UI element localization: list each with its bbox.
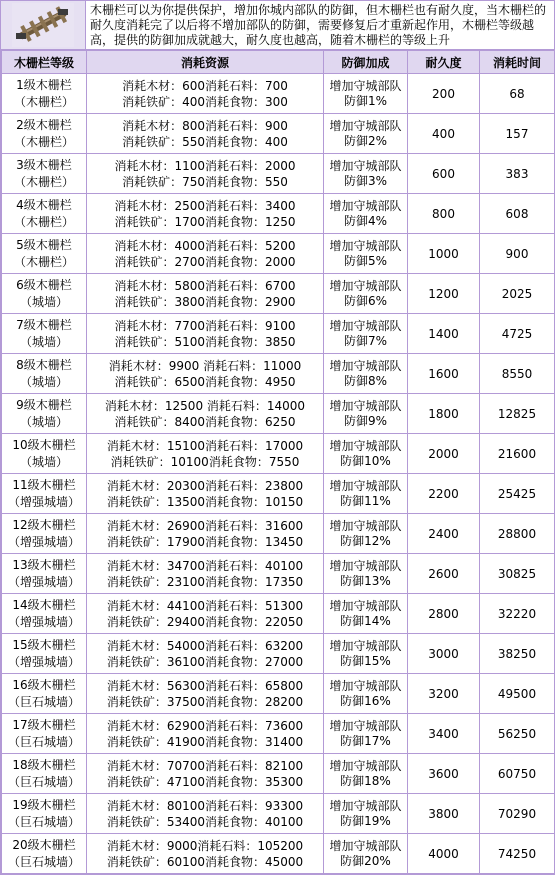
defense-bonus-cell: [324, 354, 408, 394]
level-name: 20级木栅栏: [12, 837, 76, 852]
defense-bonus-value: 防御14%: [340, 613, 391, 628]
defense-bonus-value: 防御9%: [343, 413, 388, 428]
resource-line-wood-stone: 消耗木材：9900 消耗石料：11000: [108, 358, 302, 373]
resource-line-iron-food: 消耗铁矿：10100消耗食物：7550: [110, 454, 300, 469]
resource-line-wood-stone: 消耗木材：600消耗石料：700: [122, 78, 288, 93]
table-row: [2, 634, 555, 674]
resource-cell: [87, 554, 324, 594]
resource-line-wood-stone: 消耗木材：44100消耗石料：51300: [106, 598, 304, 613]
resource-line-wood-stone: 消耗木材：15100消耗石料：17000: [106, 438, 304, 453]
resource-cell: [87, 834, 324, 874]
durability-cell: 1800: [408, 394, 480, 434]
level-type: （木栅栏）: [13, 174, 74, 189]
defense-bonus-label: 增加守城部队: [329, 478, 402, 493]
level-name: 15级木栅栏: [12, 637, 76, 652]
resource-line-wood-stone: 消耗木材：9000消耗石料：105200: [106, 838, 304, 853]
durability-cell: 400: [408, 114, 480, 154]
table-row: [2, 354, 555, 394]
defense-bonus-label: 增加守城部队: [329, 638, 402, 653]
defense-bonus-value: 防御4%: [343, 213, 388, 228]
table-row: [2, 434, 555, 474]
durability-cell: 4000: [408, 834, 480, 874]
defense-bonus-value: 防御1%: [343, 93, 388, 108]
build-time-cell: 608: [480, 194, 555, 234]
resource-line-wood-stone: 消耗木材：62900消耗石料：73600: [106, 718, 304, 733]
resource-line-iron-food: 消耗铁矿：29400消耗食物：22050: [106, 614, 304, 629]
defense-bonus-label: 增加守城部队: [329, 398, 402, 413]
resource-line-wood-stone: 消耗木材：4000消耗石料：5200: [114, 238, 296, 253]
defense-bonus-value: 防御17%: [340, 733, 391, 748]
defense-bonus-value: 防御6%: [343, 293, 388, 308]
level-cell: [2, 754, 87, 794]
resource-cell: [87, 314, 324, 354]
defense-bonus-label: 增加守城部队: [329, 118, 402, 133]
level-name: 14级木栅栏: [12, 597, 76, 612]
resource-line-iron-food: 消耗铁矿：1700消耗食物：1250: [114, 214, 296, 229]
level-name: 10级木栅栏: [12, 437, 76, 452]
durability-cell: 3600: [408, 754, 480, 794]
defense-bonus-value: 防御11%: [340, 493, 391, 508]
level-type: （木栅栏）: [13, 214, 74, 229]
level-type: （木栅栏）: [13, 94, 74, 109]
table-row: [2, 514, 555, 554]
resource-cell: [87, 474, 324, 514]
resource-cell: [87, 114, 324, 154]
defense-bonus-label: 增加守城部队: [329, 358, 402, 373]
level-type: （增强城墙）: [7, 494, 80, 509]
level-name: 18级木栅栏: [12, 757, 76, 772]
column-header-durability: 耐久度: [408, 51, 480, 74]
build-time-cell: 21600: [480, 434, 555, 474]
table-row: [2, 474, 555, 514]
defense-bonus-label: 增加守城部队: [329, 318, 402, 333]
resource-line-wood-stone: 消耗木材：56300消耗石料：65800: [106, 678, 304, 693]
build-time-cell: 157: [480, 114, 555, 154]
resource-cell: [87, 154, 324, 194]
level-cell: [2, 354, 87, 394]
defense-bonus-cell: [324, 794, 408, 834]
resource-cell: [87, 354, 324, 394]
table-row: [2, 274, 555, 314]
defense-bonus-value: 防御7%: [343, 333, 388, 348]
resource-line-iron-food: 消耗铁矿：5100消耗食物：3850: [114, 334, 296, 349]
build-time-cell: 74250: [480, 834, 555, 874]
level-name: 19级木栅栏: [12, 797, 76, 812]
level-type: （巨石城墙）: [7, 774, 80, 789]
wooden-fence-icon: [12, 3, 74, 47]
level-name: 11级木栅栏: [12, 477, 76, 492]
resource-line-wood-stone: 消耗木材：800消耗石料：900: [122, 118, 288, 133]
table-row: [2, 554, 555, 594]
table-row: [2, 314, 555, 354]
column-header-defense: 防御加成: [324, 51, 408, 74]
resource-line-wood-stone: 消耗木材：2500消耗石料：3400: [114, 198, 296, 213]
defense-bonus-cell: [324, 74, 408, 114]
build-time-cell: 49500: [480, 674, 555, 714]
defense-bonus-label: 增加守城部队: [329, 838, 402, 853]
build-time-cell: 38250: [480, 634, 555, 674]
table-row: [2, 194, 555, 234]
resource-cell: [87, 794, 324, 834]
defense-bonus-value: 防御12%: [340, 533, 391, 548]
resource-line-iron-food: 消耗铁矿：750消耗食物：550: [122, 174, 288, 189]
level-cell: [2, 154, 87, 194]
resource-line-iron-food: 消耗铁矿：60100消耗食物：45000: [106, 854, 304, 869]
level-cell: [2, 434, 87, 474]
level-cell: [2, 794, 87, 834]
build-time-cell: 56250: [480, 714, 555, 754]
durability-cell: 3800: [408, 794, 480, 834]
resource-line-iron-food: 消耗铁矿：36100消耗食物：27000: [106, 654, 304, 669]
table-row: [2, 394, 555, 434]
resource-cell: [87, 594, 324, 634]
level-type: （城墙）: [19, 454, 68, 469]
resource-line-wood-stone: 消耗木材：12500 消耗石料：14000: [104, 398, 306, 413]
level-cell: [2, 514, 87, 554]
level-type: （城墙）: [19, 294, 68, 309]
defense-bonus-label: 增加守城部队: [329, 558, 402, 573]
defense-bonus-value: 防御3%: [343, 173, 388, 188]
defense-bonus-label: 增加守城部队: [329, 198, 402, 213]
level-type: （增强城墙）: [7, 654, 80, 669]
defense-bonus-label: 增加守城部队: [329, 718, 402, 733]
defense-bonus-value: 防御5%: [343, 253, 388, 268]
defense-bonus-cell: [324, 474, 408, 514]
table-row: [2, 114, 555, 154]
table-row: [2, 674, 555, 714]
resource-cell: [87, 754, 324, 794]
durability-cell: 2400: [408, 514, 480, 554]
fence-thumbnail: [1, 1, 86, 49]
table-row: [2, 794, 555, 834]
table-row: [2, 594, 555, 634]
defense-bonus-label: 增加守城部队: [329, 278, 402, 293]
build-time-cell: 2025: [480, 274, 555, 314]
durability-cell: 600: [408, 154, 480, 194]
intro-text: 木栅栏可以为你提供保护，增加你城内部队的防御，但木栅栏也有耐久度，当木栅栏的耐久度消耗完了以后将不增加部队的防御，需要修复后才重新起作用，木栅栏等级越高，提供的防御加成就越大，耐久度也越高，随着木栅栏的等级上升: [90, 3, 547, 47]
level-type: （增强城墙）: [7, 574, 80, 589]
defense-bonus-cell: [324, 714, 408, 754]
defense-bonus-label: 增加守城部队: [329, 238, 402, 253]
level-type: （巨石城墙）: [7, 814, 80, 829]
level-cell: [2, 674, 87, 714]
level-type: （巨石城墙）: [7, 694, 80, 709]
defense-bonus-cell: [324, 674, 408, 714]
durability-cell: 1000: [408, 234, 480, 274]
defense-bonus-label: 增加守城部队: [329, 78, 402, 93]
level-name: 13级木栅栏: [12, 557, 76, 572]
column-header-level: 木栅栏等级: [2, 51, 87, 74]
defense-bonus-cell: [324, 754, 408, 794]
defense-bonus-value: 防御13%: [340, 573, 391, 588]
defense-bonus-cell: [324, 394, 408, 434]
level-name: 8级木栅栏: [16, 357, 72, 372]
level-cell: [2, 394, 87, 434]
durability-cell: 200: [408, 74, 480, 114]
resource-line-iron-food: 消耗铁矿：3800消耗食物：2900: [114, 294, 296, 309]
fence-level-table: [1, 50, 555, 874]
resource-line-iron-food: 消耗铁矿：550消耗食物：400: [122, 134, 288, 149]
level-cell: [2, 634, 87, 674]
defense-bonus-label: 增加守城部队: [329, 598, 402, 613]
level-type: （木栅栏）: [13, 134, 74, 149]
level-cell: [2, 194, 87, 234]
level-cell: [2, 234, 87, 274]
defense-bonus-value: 防御19%: [340, 813, 391, 828]
durability-cell: 1400: [408, 314, 480, 354]
level-cell: [2, 594, 87, 634]
defense-bonus-cell: [324, 194, 408, 234]
resource-cell: [87, 714, 324, 754]
level-cell: [2, 274, 87, 314]
resource-line-iron-food: 消耗铁矿：6500消耗食物：4950: [114, 374, 296, 389]
resource-line-wood-stone: 消耗木材：1100消耗石料：2000: [114, 158, 296, 173]
defense-bonus-cell: [324, 274, 408, 314]
defense-bonus-value: 防御16%: [340, 693, 391, 708]
resource-cell: [87, 234, 324, 274]
defense-bonus-label: 增加守城部队: [329, 758, 402, 773]
durability-cell: 2200: [408, 474, 480, 514]
defense-bonus-cell: [324, 234, 408, 274]
resource-line-iron-food: 消耗铁矿：41900消耗食物：31400: [106, 734, 304, 749]
resource-line-iron-food: 消耗铁矿：8400消耗食物：6250: [114, 414, 296, 429]
column-header-resources: 消耗资源: [87, 51, 324, 74]
durability-cell: 3000: [408, 634, 480, 674]
durability-cell: 800: [408, 194, 480, 234]
defense-bonus-label: 增加守城部队: [329, 518, 402, 533]
defense-bonus-label: 增加守城部队: [329, 798, 402, 813]
resource-line-wood-stone: 消耗木材：7700消耗石料：9100: [114, 318, 296, 333]
resource-cell: [87, 514, 324, 554]
level-name: 3级木栅栏: [16, 157, 72, 172]
resource-cell: [87, 434, 324, 474]
level-type: （木栅栏）: [13, 254, 74, 269]
defense-bonus-cell: [324, 554, 408, 594]
level-type: （增强城墙）: [7, 614, 80, 629]
build-time-cell: 70290: [480, 794, 555, 834]
durability-cell: 3200: [408, 674, 480, 714]
resource-cell: [87, 634, 324, 674]
defense-bonus-cell: [324, 434, 408, 474]
resource-line-wood-stone: 消耗木材：5800消耗石料：6700: [114, 278, 296, 293]
build-time-cell: 68: [480, 74, 555, 114]
defense-bonus-cell: [324, 634, 408, 674]
level-type: （增强城墙）: [7, 534, 80, 549]
level-type: （城墙）: [19, 414, 68, 429]
resource-cell: [87, 274, 324, 314]
level-cell: [2, 474, 87, 514]
defense-bonus-cell: [324, 594, 408, 634]
table-row: [2, 754, 555, 794]
build-time-cell: 30825: [480, 554, 555, 594]
column-header-time: 消耗时间: [480, 51, 555, 74]
resource-line-iron-food: 消耗铁矿：17900消耗食物：13450: [106, 534, 304, 549]
table-row: [2, 834, 555, 874]
resource-line-iron-food: 消耗铁矿：37500消耗食物：28200: [106, 694, 304, 709]
table-row: [2, 154, 555, 194]
defense-bonus-cell: [324, 834, 408, 874]
resource-line-iron-food: 消耗铁矿：13500消耗食物：10150: [106, 494, 304, 509]
defense-bonus-value: 防御2%: [343, 133, 388, 148]
resource-line-wood-stone: 消耗木材：54000消耗石料：63200: [106, 638, 304, 653]
durability-cell: 2000: [408, 434, 480, 474]
level-cell: [2, 74, 87, 114]
intro-header: [1, 1, 554, 50]
resource-line-wood-stone: 消耗木材：80100消耗石料：93300: [106, 798, 304, 813]
build-time-cell: 4725: [480, 314, 555, 354]
build-time-cell: 28800: [480, 514, 555, 554]
level-name: 16级木栅栏: [12, 677, 76, 692]
durability-cell: 2800: [408, 594, 480, 634]
build-time-cell: 60750: [480, 754, 555, 794]
level-name: 4级木栅栏: [16, 197, 72, 212]
build-time-cell: 25425: [480, 474, 555, 514]
defense-bonus-value: 防御8%: [343, 373, 388, 388]
defense-bonus-cell: [324, 114, 408, 154]
durability-cell: 3400: [408, 714, 480, 754]
resource-cell: [87, 74, 324, 114]
level-cell: [2, 114, 87, 154]
level-cell: [2, 314, 87, 354]
level-type: （巨石城墙）: [7, 734, 80, 749]
resource-cell: [87, 394, 324, 434]
table-header-row: [2, 51, 555, 74]
defense-bonus-value: 防御20%: [340, 853, 391, 868]
build-time-cell: 8550: [480, 354, 555, 394]
build-time-cell: 12825: [480, 394, 555, 434]
resource-line-wood-stone: 消耗木材：34700消耗石料：40100: [106, 558, 304, 573]
level-cell: [2, 554, 87, 594]
resource-cell: [87, 194, 324, 234]
resource-line-wood-stone: 消耗木材：20300消耗石料：23800: [106, 478, 304, 493]
build-time-cell: 900: [480, 234, 555, 274]
durability-cell: 2600: [408, 554, 480, 594]
level-type: （城墙）: [19, 334, 68, 349]
level-name: 7级木栅栏: [16, 317, 72, 332]
defense-bonus-value: 防御15%: [340, 653, 391, 668]
build-time-cell: 383: [480, 154, 555, 194]
resource-line-wood-stone: 消耗木材：26900消耗石料：31600: [106, 518, 304, 533]
level-cell: [2, 714, 87, 754]
defense-bonus-value: 防御10%: [340, 453, 391, 468]
resource-cell: [87, 674, 324, 714]
build-time-cell: 32220: [480, 594, 555, 634]
resource-line-iron-food: 消耗铁矿：23100消耗食物：17350: [106, 574, 304, 589]
level-cell: [2, 834, 87, 874]
resource-line-iron-food: 消耗铁矿：47100消耗食物：35300: [106, 774, 304, 789]
level-name: 5级木栅栏: [16, 237, 72, 252]
resource-line-wood-stone: 消耗木材：70700消耗石料：82100: [106, 758, 304, 773]
table-row: [2, 234, 555, 274]
defense-bonus-value: 防御18%: [340, 773, 391, 788]
level-name: 12级木栅栏: [12, 517, 76, 532]
defense-bonus-label: 增加守城部队: [329, 438, 402, 453]
resource-line-iron-food: 消耗铁矿：2700消耗食物：2000: [114, 254, 296, 269]
level-type: （城墙）: [19, 374, 68, 389]
level-name: 6级木栅栏: [16, 277, 72, 292]
durability-cell: 1600: [408, 354, 480, 394]
defense-bonus-cell: [324, 314, 408, 354]
durability-cell: 1200: [408, 274, 480, 314]
level-name: 17级木栅栏: [12, 717, 76, 732]
defense-bonus-cell: [324, 514, 408, 554]
defense-bonus-label: 增加守城部队: [329, 678, 402, 693]
resource-line-iron-food: 消耗铁矿：53400消耗食物：40100: [106, 814, 304, 829]
level-name: 2级木栅栏: [16, 117, 72, 132]
defense-bonus-cell: [324, 154, 408, 194]
table-row: [2, 74, 555, 114]
level-name: 9级木栅栏: [16, 397, 72, 412]
defense-bonus-label: 增加守城部队: [329, 158, 402, 173]
resource-line-iron-food: 消耗铁矿：400消耗食物：300: [122, 94, 288, 109]
level-type: （巨石城墙）: [7, 854, 80, 869]
level-name: 1级木栅栏: [16, 77, 72, 92]
table-row: [2, 714, 555, 754]
